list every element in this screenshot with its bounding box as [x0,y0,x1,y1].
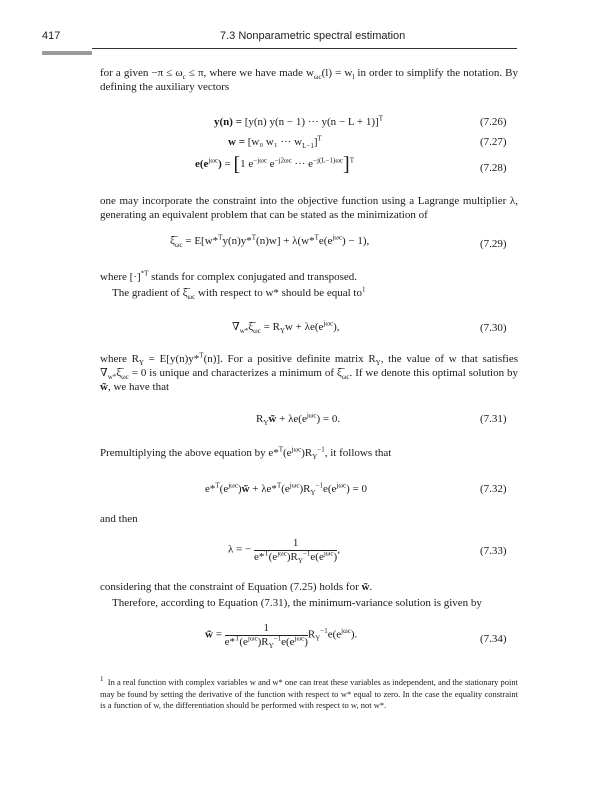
equation-number-7-28: (7.28) [480,162,507,174]
page-number: 417 [42,30,61,42]
equation-7-33: λ = − 1 $e*^T(e^{j\omega c})R_Y^{-1}e(e^{j\omega c})$ , [228,537,340,566]
equation-7-31: $R_Yw̃ + \lambda e(e^{j\omega c}) = 0$. [256,411,341,428]
equation-7-29: $\xi̅_{\omega c} = E[w*^Ty(n)y*^T(n)w] + \lambda(w*^Te(e^{j\omega c}) - 1)$, [170,233,370,250]
equation-number-7-29: (7.29) [480,238,507,250]
footnote-marker: 1 [100,675,104,684]
footnote [100,677,518,712]
paragraph-solution: Therefore, according to Equation (7.31), the minimum-variance solution is given by [112,597,482,609]
equation-number-7-33: (7.33) [480,545,507,557]
equation-7-32: $e*^T(e^{j\omega c})w̃ + \lambda e*^T(e^{j\omega c})R_Y^{-1}e(e^{j\omega c}) = 0$ [205,481,367,498]
equation-number-7-32: (7.32) [480,483,507,495]
chapter-tab-marker [42,51,92,55]
equation-number-7-31: (7.31) [480,413,507,425]
paragraph-optimal: where $R_Y = E[y(n)y*^T(n)]$. For a positive definite matrix $R_Y$, the value of w that satisfies $\nabla_{w*}\xi̅_{\omega c} = 0$ is unique and characterizes a minimum of $\xi̅_{\omega c}$. If we denote this optimal solution by w̃, we have that [100,351,518,393]
section-title: 7.3 Nonparametric spectral estimation [220,30,406,42]
equation-number-7-26: (7.26) [480,116,507,128]
equation-7-34: w̃ = 1 $e*^T(e^{j\omega c})R_Y^{-1}e(e^{j\omega c})$ $R_Y^{-1}e(e^{j\omega c})$. [205,622,358,651]
paragraph-gradient: The gradient of $\xi̅_{\omega c}$ with respect to w* should be equal $to^1$ [112,285,366,302]
header-rule [92,48,517,49]
paragraph-conjugate: where $[\cdot]^{*T}$ stands for complex conjugated and transposed. [100,269,358,283]
equation-number-7-27: (7.27) [480,136,507,148]
paragraph-intro: for a given $-\pi \le \omega_c \le \pi$, where we have made $w_{\omega c}(l) = w_l$ in order to simplify the notation. By defining the auxiliary vectors [100,67,518,93]
paragraph-premultiply: Premultiplying the above equation by $e*^T(e^{j\omega c})R_Y^{-1}$, it follows that [100,445,392,462]
equation-number-7-30: (7.30) [480,322,507,334]
equation-7-30: $\nabla_{w*}\xi̅_{\omega c} = R_Yw + \lambda e(e^{j\omega c})$, [232,319,340,336]
equation-number-7-34: (7.34) [480,633,507,645]
equation-7-28: $e(e^{j\omega c}) = [1$ $e^{-j\omega c}$ $e^{-j2\omega c}$ ··· $e^{-j(L-1)\omega c}]^T$ [195,153,354,176]
paragraph-lagrange: one may incorporate the constraint into the objective function using a Lagrange multiplier λ, generating an equivalent problem that can be stated as the minimization of [100,195,518,221]
paragraph-constraint: considering that the constraint of Equation (7.25) holds for w̃. [100,581,373,593]
equation-7-27: w = [w₀ w₁ ··· $w_{L-1}]^T$ [228,134,322,151]
paragraph-and-then: and then [100,513,138,525]
equation-7-26: y(n) = [y(n) y(n − 1) ··· y(n − L + 1)]$^T$ [214,114,383,128]
footnote-text: In a real function with complex variables w and w* one can treat these variables as independent, and the stationary point may be found by setting the derivative of the function with respect to w* equal to zero. In the case the equality constraint is a function of w, the differentiation should be performed with respect to w, not w*. [100,677,519,710]
